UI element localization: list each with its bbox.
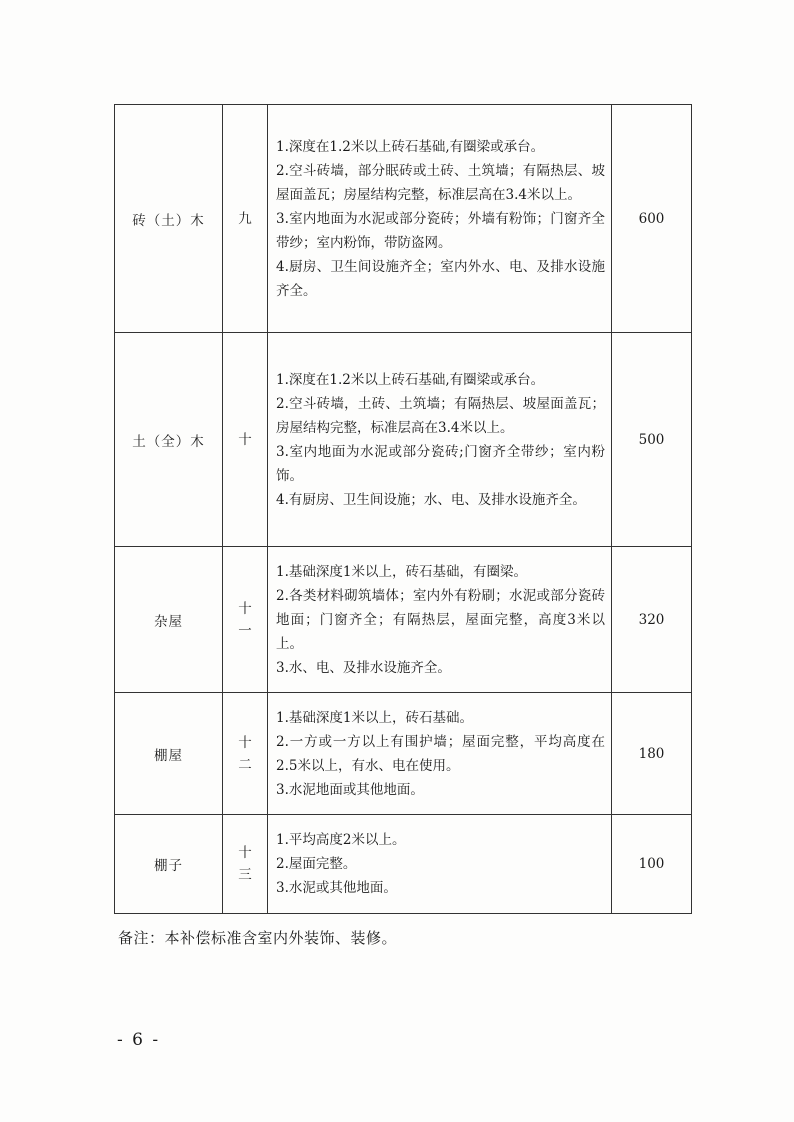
grade-char: 二	[238, 756, 252, 773]
grade-char: 一	[238, 622, 252, 639]
grade-char: 十	[238, 845, 252, 861]
grade-cell	[223, 693, 268, 815]
price-cell: 100	[612, 815, 692, 914]
description-cell	[268, 105, 612, 333]
price-cell: 320	[612, 547, 692, 693]
description-item: 3.水、电、及排水设施齐全。	[276, 659, 451, 676]
description-item: 2.一方或一方以上有围护墙；屋面完整，平均高度在2.5米以上，有水、电在使用。	[276, 733, 605, 774]
compensation-standard-table	[114, 104, 692, 914]
description-item: 2.各类材料砌筑墙体；室内外有粉刷；水泥或部分瓷砖地面；门窗齐全；有隔热层，屋面完整，高度3米以上。	[276, 587, 605, 652]
price-cell: 180	[612, 693, 692, 815]
description-item: 2.空斗砖墙，部分眠砖或土砖、土筑墙；有隔热层、坡屋面盖瓦；房屋结构完整，标准层高在3.4米以上。	[276, 162, 605, 203]
description-item: 2.空斗砖墙，土砖、土筑墙；有隔热层、坡屋面盖瓦；房屋结构完整，标准层高在3.4米以上。	[276, 395, 605, 436]
price-cell: 600	[612, 105, 692, 333]
description-item: 1.基础深度1米以上，砖石基础。	[276, 709, 473, 726]
table-row	[115, 547, 692, 693]
grade-char: 九	[238, 210, 252, 227]
structure-type-cell: 土（全）木	[115, 333, 223, 547]
description-cell	[268, 547, 612, 693]
description-item: 1.平均高度2米以上。	[276, 832, 406, 848]
table-row	[115, 105, 692, 333]
grade-char: 十	[238, 734, 252, 751]
page-number: - 6 -	[117, 1030, 161, 1050]
grade-char: 十	[238, 431, 252, 448]
grade-cell	[223, 333, 268, 547]
grade-char: 十	[238, 600, 252, 617]
description-item: 1.基础深度1米以上，砖石基础，有圈梁。	[276, 563, 527, 580]
structure-type-cell: 砖（土）木	[115, 105, 223, 333]
description-item: 3.室内地面为水泥或部分瓷砖;门窗齐全带纱；室内粉饰。	[276, 443, 605, 484]
description-cell	[268, 333, 612, 547]
grade-char: 三	[238, 867, 252, 883]
description-item: 2.屋面完整。	[276, 856, 357, 872]
price-cell: 500	[612, 333, 692, 547]
description-item: 1.深度在1.2米以上砖石基础,有圈梁或承台。	[276, 138, 545, 155]
description-item: 3.室内地面为水泥或部分瓷砖；外墙有粉饰；门窗齐全带纱；室内粉饰，带防盗网。	[276, 210, 605, 251]
table-row	[115, 815, 692, 914]
table-row	[115, 333, 692, 547]
structure-type-cell: 棚子	[115, 815, 223, 914]
structure-type-cell: 杂屋	[115, 547, 223, 693]
description-item: 1.深度在1.2米以上砖石基础,有圈梁或承台。	[276, 371, 545, 388]
description-item: 4.有厨房、卫生间设施；水、电、及排水设施齐全。	[276, 491, 586, 508]
description-item: 4.厨房、卫生间设施齐全；室内外水、电、及排水设施齐全。	[276, 258, 605, 299]
table-row	[115, 693, 692, 815]
structure-type-cell: 棚屋	[115, 693, 223, 815]
table-body	[115, 105, 692, 914]
description-item: 3.水泥或其他地面。	[276, 880, 397, 896]
grade-cell	[223, 547, 268, 693]
grade-cell	[223, 815, 268, 914]
remark-note: 备注：本补偿标准含室内外装饰、装修。	[118, 929, 398, 947]
grade-cell	[223, 105, 268, 333]
description-cell	[268, 815, 612, 914]
description-item: 3.水泥地面或其他地面。	[276, 781, 424, 798]
description-cell	[268, 693, 612, 815]
